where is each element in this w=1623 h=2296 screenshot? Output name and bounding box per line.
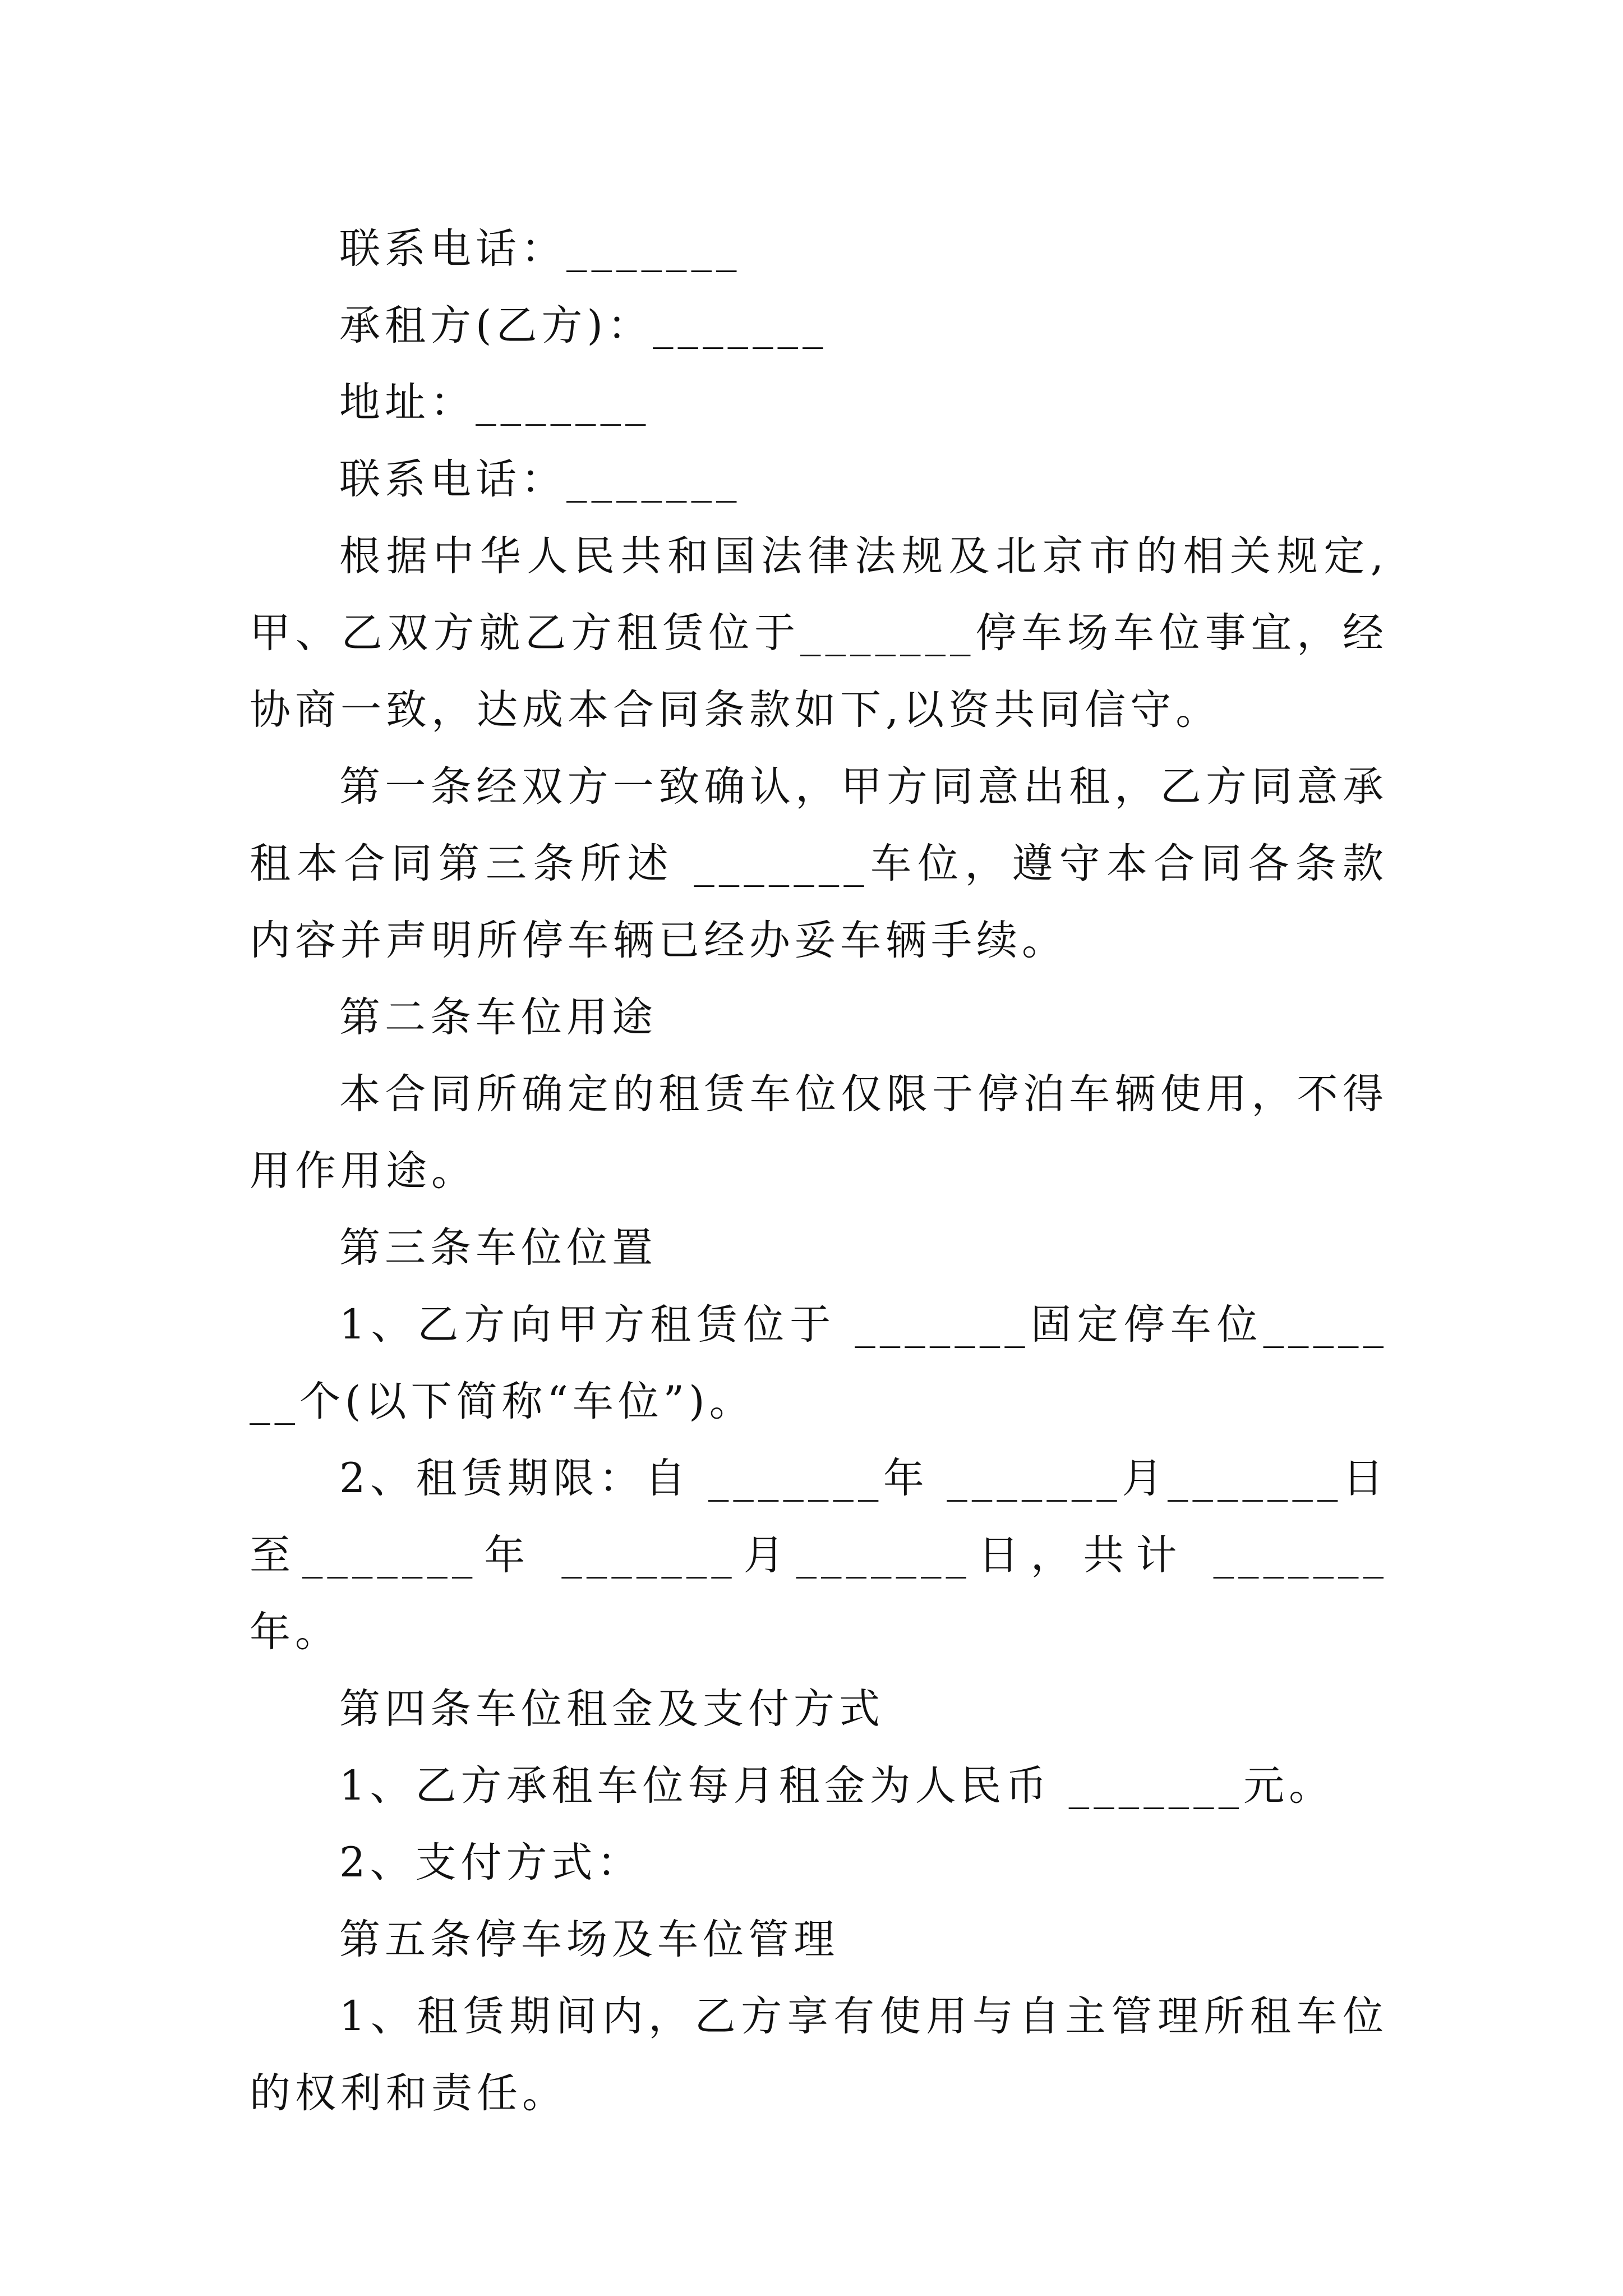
article-5-heading: 第五条停车场及车位管理 <box>339 1916 839 1963</box>
article-3-heading: 第三条车位位置 <box>339 1224 657 1272</box>
article-2-body: 本合同所确定的租赁车位仅限于停泊车辆使用，不得用作用途。 <box>250 1070 1388 1195</box>
contact-phone-lessor: 联系电话：_______ <box>339 225 741 273</box>
lessee-party: 承租方(乙方)：_______ <box>339 302 828 349</box>
article-2-heading: 第二条车位用途 <box>339 993 657 1041</box>
article-4-item-2: 2、支付方式： <box>339 1839 643 1887</box>
article-1: 第一条经双方一致确认，甲方同意出租，乙方同意承租本合同第三条所述 _______车位，遵守本合同各条款内容并声明所停车辆已经办妥车辆手续。 <box>250 763 1388 964</box>
preamble-paragraph: 根据中华人民共和国法律法规及北京市的相关规定,甲、乙双方就乙方租赁位于_______停车场车位事宜，经协商一致，达成本合同条款如下,以资共同信守。 <box>250 532 1388 734</box>
article-5-item-1: 1、租赁期间内，乙方享有使用与自主管理所租车位的权利和责任。 <box>250 1993 1388 2117</box>
article-3-item-1: 1、乙方向甲方租赁位于 _______固定停车位_______个(以下简称“车位”)。 <box>250 1301 1388 1425</box>
article-4-item-1: 1、乙方承租车位每月租金为人民币 _______元。 <box>339 1762 1335 1810</box>
lessee-address: 地址：_______ <box>339 379 651 426</box>
article-3-item-2: 2、租赁期限：自 _______年 _______月_______日至_______年 _______月_______日，共计 _______年。 <box>250 1455 1388 1656</box>
article-4-heading: 第四条车位租金及支付方式 <box>339 1685 884 1733</box>
contact-phone-lessee: 联系电话：_______ <box>339 455 741 503</box>
document-body <box>250 210 1388 2132</box>
